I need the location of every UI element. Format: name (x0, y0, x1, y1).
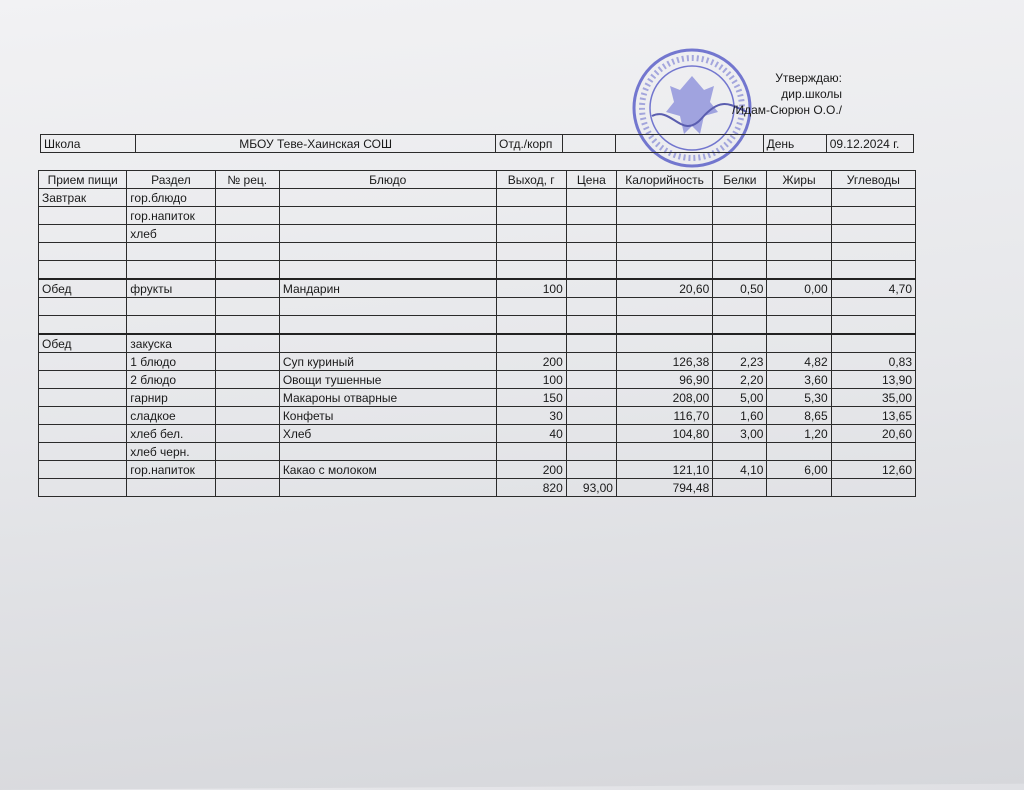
column-header: Жиры (767, 171, 831, 189)
table-cell: 12,60 (831, 461, 915, 479)
table-cell (566, 225, 616, 243)
table-cell (616, 298, 712, 316)
table-cell (39, 207, 127, 225)
table-cell (496, 261, 566, 280)
table-cell: 0,50 (713, 279, 767, 298)
table-row (39, 298, 916, 316)
table-cell (566, 279, 616, 298)
table-cell: 200 (496, 353, 566, 371)
table-row (39, 389, 916, 407)
dept-value (563, 135, 616, 153)
table-row (39, 207, 916, 225)
table-cell (215, 461, 279, 479)
table-cell (39, 461, 127, 479)
table-cell (713, 189, 767, 207)
table-cell (127, 479, 215, 497)
table-cell (767, 479, 831, 497)
table-cell (831, 443, 915, 461)
table-cell: 0,00 (767, 279, 831, 298)
table-row (39, 407, 916, 425)
table-cell (496, 243, 566, 261)
table-row (39, 425, 916, 443)
table-cell (713, 243, 767, 261)
table-row (39, 371, 916, 389)
table-cell (39, 443, 127, 461)
table-cell: 200 (496, 461, 566, 479)
day-label: День (763, 135, 826, 153)
table-cell: гор.напиток (127, 207, 215, 225)
table-cell (831, 243, 915, 261)
column-header: Углеводы (831, 171, 915, 189)
table-cell: 20,60 (616, 279, 712, 298)
table-cell: 93,00 (566, 479, 616, 497)
table-cell (566, 334, 616, 353)
table-cell (279, 334, 496, 353)
dept-extra (616, 135, 763, 153)
table-cell (566, 425, 616, 443)
table-cell (279, 189, 496, 207)
table-cell (767, 443, 831, 461)
table-cell (566, 443, 616, 461)
table-cell (566, 207, 616, 225)
table-cell (496, 225, 566, 243)
table-cell (39, 316, 127, 335)
table-cell (39, 298, 127, 316)
table-row (39, 461, 916, 479)
table-cell (713, 298, 767, 316)
table-cell: 100 (496, 279, 566, 298)
column-header-row (39, 171, 916, 189)
table-cell: 794,48 (616, 479, 712, 497)
table-cell: 40 (496, 425, 566, 443)
table-cell: 13,90 (831, 371, 915, 389)
table-cell (215, 389, 279, 407)
table-cell (496, 207, 566, 225)
table-cell: закуска (127, 334, 215, 353)
table-cell (279, 316, 496, 335)
table-cell (566, 243, 616, 261)
table-cell: 116,70 (616, 407, 712, 425)
table-cell (566, 189, 616, 207)
table-cell (713, 261, 767, 280)
table-cell (215, 189, 279, 207)
table-cell (215, 225, 279, 243)
table-cell (831, 479, 915, 497)
table-cell: Какао с молоком (279, 461, 496, 479)
table-cell: 3,60 (767, 371, 831, 389)
table-cell: 3,00 (713, 425, 767, 443)
table-cell (215, 316, 279, 335)
table-cell (767, 243, 831, 261)
table-cell (616, 261, 712, 280)
table-cell (39, 407, 127, 425)
table-cell (127, 261, 215, 280)
table-cell (39, 225, 127, 243)
table-cell: 20,60 (831, 425, 915, 443)
table-cell (831, 189, 915, 207)
table-cell (496, 316, 566, 335)
table-cell (713, 479, 767, 497)
table-row (39, 225, 916, 243)
table-cell: 2 блюдо (127, 371, 215, 389)
table-cell (215, 298, 279, 316)
table-cell: 2,23 (713, 353, 767, 371)
table-row (39, 334, 916, 353)
table-cell (767, 189, 831, 207)
table-cell (127, 298, 215, 316)
column-header: Выход, г (496, 171, 566, 189)
table-cell: 1,20 (767, 425, 831, 443)
table-row (39, 279, 916, 298)
table-cell: Завтрак (39, 189, 127, 207)
table-cell (566, 261, 616, 280)
table-cell (279, 479, 496, 497)
table-cell: 121,10 (616, 461, 712, 479)
table-row (39, 443, 916, 461)
table-cell (215, 207, 279, 225)
table-cell (831, 334, 915, 353)
table-cell (215, 479, 279, 497)
table-cell (616, 316, 712, 335)
table-cell: 820 (496, 479, 566, 497)
column-header: Раздел (127, 171, 215, 189)
table-cell (566, 389, 616, 407)
table-cell (279, 443, 496, 461)
column-header: Цена (566, 171, 616, 189)
table-cell: 4,10 (713, 461, 767, 479)
table-cell: Конфеты (279, 407, 496, 425)
table-cell: хлеб (127, 225, 215, 243)
table-cell (215, 371, 279, 389)
table-cell (831, 225, 915, 243)
menu-table (38, 170, 916, 497)
table-cell (39, 389, 127, 407)
table-cell (566, 316, 616, 335)
column-header: Калорийность (616, 171, 712, 189)
table-cell: 1 блюдо (127, 353, 215, 371)
table-cell: гор.напиток (127, 461, 215, 479)
table-cell (767, 225, 831, 243)
table-cell (713, 225, 767, 243)
column-header: Прием пищи (39, 171, 127, 189)
column-header: Блюдо (279, 171, 496, 189)
table-cell (215, 425, 279, 443)
table-cell: хлеб черн. (127, 443, 215, 461)
table-cell: гарнир (127, 389, 215, 407)
table-row (39, 353, 916, 371)
table-cell: Хлеб (279, 425, 496, 443)
table-cell (215, 407, 279, 425)
table-row (39, 189, 916, 207)
table-cell (215, 353, 279, 371)
table-cell: хлеб бел. (127, 425, 215, 443)
table-cell (713, 443, 767, 461)
table-cell (767, 334, 831, 353)
approval-block (732, 70, 842, 118)
table-cell (616, 225, 712, 243)
table-cell (39, 425, 127, 443)
table-cell (767, 207, 831, 225)
table-cell (831, 298, 915, 316)
table-cell: 6,00 (767, 461, 831, 479)
table-cell (767, 298, 831, 316)
table-row (39, 243, 916, 261)
table-cell (279, 243, 496, 261)
table-cell (215, 443, 279, 461)
table-cell: Суп куриный (279, 353, 496, 371)
table-cell: 30 (496, 407, 566, 425)
table-cell: 35,00 (831, 389, 915, 407)
table-cell (39, 261, 127, 280)
table-cell: 100 (496, 371, 566, 389)
table-cell (616, 189, 712, 207)
table-cell: 150 (496, 389, 566, 407)
table-cell (566, 461, 616, 479)
table-cell (566, 298, 616, 316)
table-cell (713, 334, 767, 353)
table-cell: гор.блюдо (127, 189, 215, 207)
table-cell: Мандарин (279, 279, 496, 298)
table-cell: 13,65 (831, 407, 915, 425)
table-cell (279, 225, 496, 243)
header-table (40, 134, 914, 153)
table-cell (566, 353, 616, 371)
table-cell (831, 261, 915, 280)
table-cell (713, 207, 767, 225)
table-cell: 126,38 (616, 353, 712, 371)
table-cell (767, 261, 831, 280)
table-cell: 2,20 (713, 371, 767, 389)
table-row (39, 261, 916, 280)
dept-label: Отд./корп (496, 135, 563, 153)
table-row (39, 316, 916, 335)
table-cell: 0,83 (831, 353, 915, 371)
table-cell: 96,90 (616, 371, 712, 389)
school-name: МБОУ Теве-Хаинская СОШ (136, 135, 496, 153)
table-cell (39, 353, 127, 371)
table-cell (496, 443, 566, 461)
table-cell (127, 243, 215, 261)
approval-signer: /Идам-Сюрюн О.О./ (732, 103, 842, 117)
date-value: 09.12.2024 г. (826, 135, 913, 153)
table-cell: 1,60 (713, 407, 767, 425)
table-cell: Макароны отварные (279, 389, 496, 407)
table-cell: 8,65 (767, 407, 831, 425)
approval-line: Утверждаю: (775, 71, 842, 85)
table-cell (215, 334, 279, 353)
table-row (39, 479, 916, 497)
table-cell (496, 189, 566, 207)
table-cell (279, 298, 496, 316)
table-cell (616, 207, 712, 225)
table-cell: 208,00 (616, 389, 712, 407)
table-cell (831, 316, 915, 335)
table-cell: Овощи тушенные (279, 371, 496, 389)
table-cell (215, 243, 279, 261)
column-header: Белки (713, 171, 767, 189)
table-cell (39, 479, 127, 497)
column-header: № рец. (215, 171, 279, 189)
table-cell (566, 371, 616, 389)
table-cell: 4,70 (831, 279, 915, 298)
table-cell (767, 316, 831, 335)
table-cell: Обед (39, 334, 127, 353)
table-cell: 5,00 (713, 389, 767, 407)
table-cell (127, 316, 215, 335)
table-cell (39, 371, 127, 389)
school-label: Школа (41, 135, 136, 153)
table-cell (713, 316, 767, 335)
table-cell (215, 261, 279, 280)
table-cell (616, 243, 712, 261)
table-cell (616, 443, 712, 461)
table-cell (215, 279, 279, 298)
table-cell (566, 407, 616, 425)
approval-line: дир.школы (781, 87, 842, 101)
table-cell: Обед (39, 279, 127, 298)
table-cell (616, 334, 712, 353)
table-cell (279, 207, 496, 225)
table-cell: 104,80 (616, 425, 712, 443)
table-cell: сладкое (127, 407, 215, 425)
table-cell (39, 243, 127, 261)
table-cell: 5,30 (767, 389, 831, 407)
table-cell (496, 298, 566, 316)
table-cell (279, 261, 496, 280)
table-cell (831, 207, 915, 225)
table-cell (496, 334, 566, 353)
table-cell: фрукты (127, 279, 215, 298)
table-cell: 4,82 (767, 353, 831, 371)
